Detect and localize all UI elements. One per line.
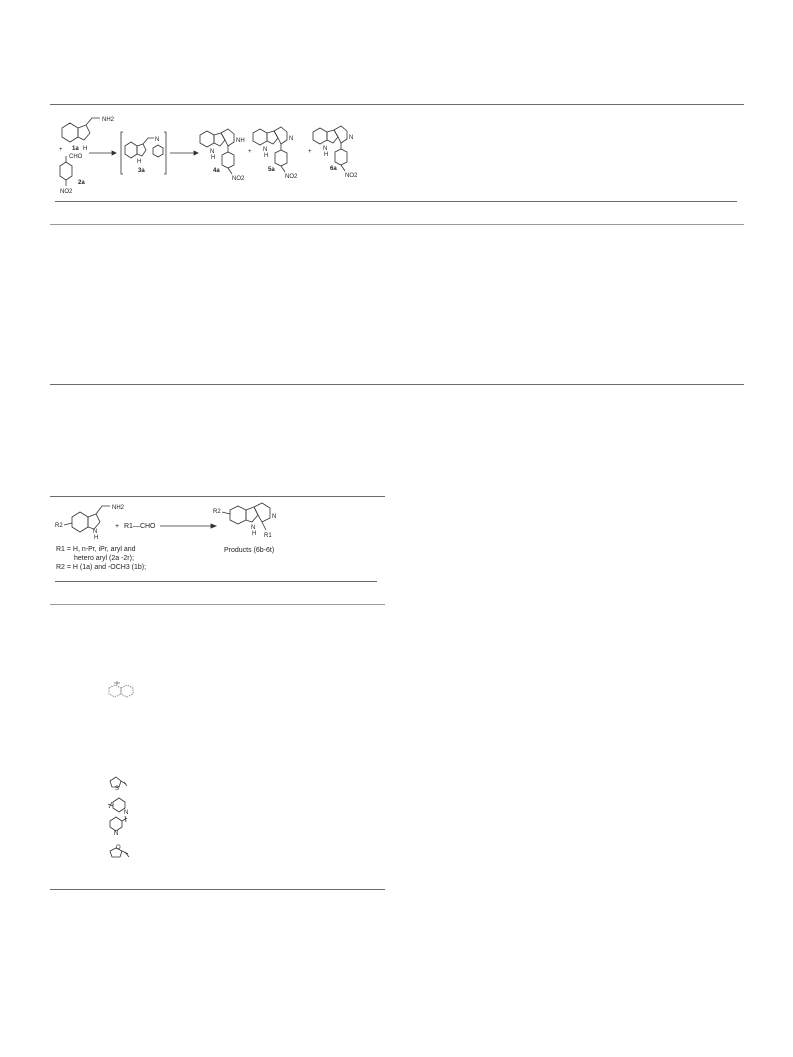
product-5a-n-label: N (289, 136, 294, 142)
thiophene-icon (107, 775, 131, 791)
r2-definition-line: R2 = H (1a) and -OCH3 (1b); (56, 564, 147, 571)
product-4a-nitro-label: NO2 (232, 176, 245, 182)
products-label: Products (6b-6t) (224, 547, 275, 554)
svg-text:H: H (211, 155, 216, 161)
svg-text:N: N (251, 525, 256, 531)
intermediate-n-label: N (155, 137, 160, 143)
tryptamine-amine-label: NH2 (102, 117, 115, 123)
r1-definition-line2: hetero aryl (2a -2r); (74, 555, 134, 562)
table2-header-rule (50, 604, 385, 605)
pyridin-4-yl-icon (106, 815, 130, 835)
pyridin-2-yl-icon (106, 796, 130, 814)
tryptamine-nh-label: H (83, 146, 88, 152)
table2-bottom-rule (50, 889, 385, 890)
table1-header-rule (50, 224, 744, 225)
scope-plus-sign: + (115, 523, 120, 530)
svg-text:H: H (324, 152, 329, 158)
aldehyde-nitro-label: NO2 (60, 189, 73, 195)
furan-o-label: O (116, 845, 121, 851)
aldehyde-2a-structure (60, 154, 85, 195)
product-r1-label: R1 (264, 533, 272, 539)
tryptamine-1a-structure (62, 117, 115, 152)
svg-text:H: H (252, 531, 257, 537)
plus-sign-2: + (248, 149, 252, 155)
product-6a-nitro-label: NO2 (345, 173, 358, 179)
svg-text:N: N (93, 529, 98, 535)
r2-label: R2 (55, 523, 63, 529)
table2-scheme-rule (55, 581, 377, 582)
product-5a-nitro-label: NO2 (285, 174, 298, 180)
plus-sign-3: + (308, 149, 312, 155)
product-5a-structure (253, 127, 298, 180)
svg-text:H: H (264, 153, 269, 159)
table1-top-rule (50, 104, 744, 105)
thiophene-s-label: S (115, 786, 120, 791)
svg-text:N: N (263, 147, 268, 153)
product-4a-id-label: 4a (213, 168, 220, 174)
product-5a-id-label: 5a (268, 167, 275, 173)
svg-text:H: H (94, 535, 99, 541)
intermediate-id-label: 3a (138, 168, 145, 174)
svg-text:N: N (323, 146, 328, 152)
tryptamine-id-label: 1a (72, 146, 79, 152)
amine-label: NH2 (112, 505, 125, 511)
beta-carboline-product-structure (213, 503, 276, 539)
product-4a-structure (200, 129, 245, 182)
pyridine-2-n-label: N (124, 810, 129, 814)
table1-scheme-rule (55, 201, 737, 202)
table2-reaction-scheme (50, 497, 390, 583)
product-n-label: N (272, 514, 277, 520)
r1-definition-line1: R1 = H, n-Pr, iPr, aryl and (56, 546, 136, 553)
naphthyl-icon (107, 681, 141, 699)
furan-icon (107, 843, 133, 859)
intermediate-nh-label: H (137, 159, 142, 165)
aldehyde-id-label: 2a (78, 180, 85, 186)
product-6a-n-label: N (349, 135, 354, 141)
aldehyde-label: R1—CHO (124, 523, 156, 530)
plus-sign: + (59, 147, 63, 153)
product-r2-label: R2 (213, 509, 221, 515)
aldehyde-cho-label: CHO (69, 154, 83, 160)
table1-reaction-scheme (0, 106, 793, 216)
intermediate-3a-structure (121, 132, 166, 174)
pyridine-4-n-label: N (114, 831, 119, 835)
table1-bottom-rule (50, 384, 744, 385)
product-6a-structure (313, 126, 358, 179)
product-6a-id-label: 6a (330, 166, 337, 172)
product-4a-nh-label: NH (236, 138, 245, 144)
product-4a-indole-nh-label: N (210, 149, 215, 155)
